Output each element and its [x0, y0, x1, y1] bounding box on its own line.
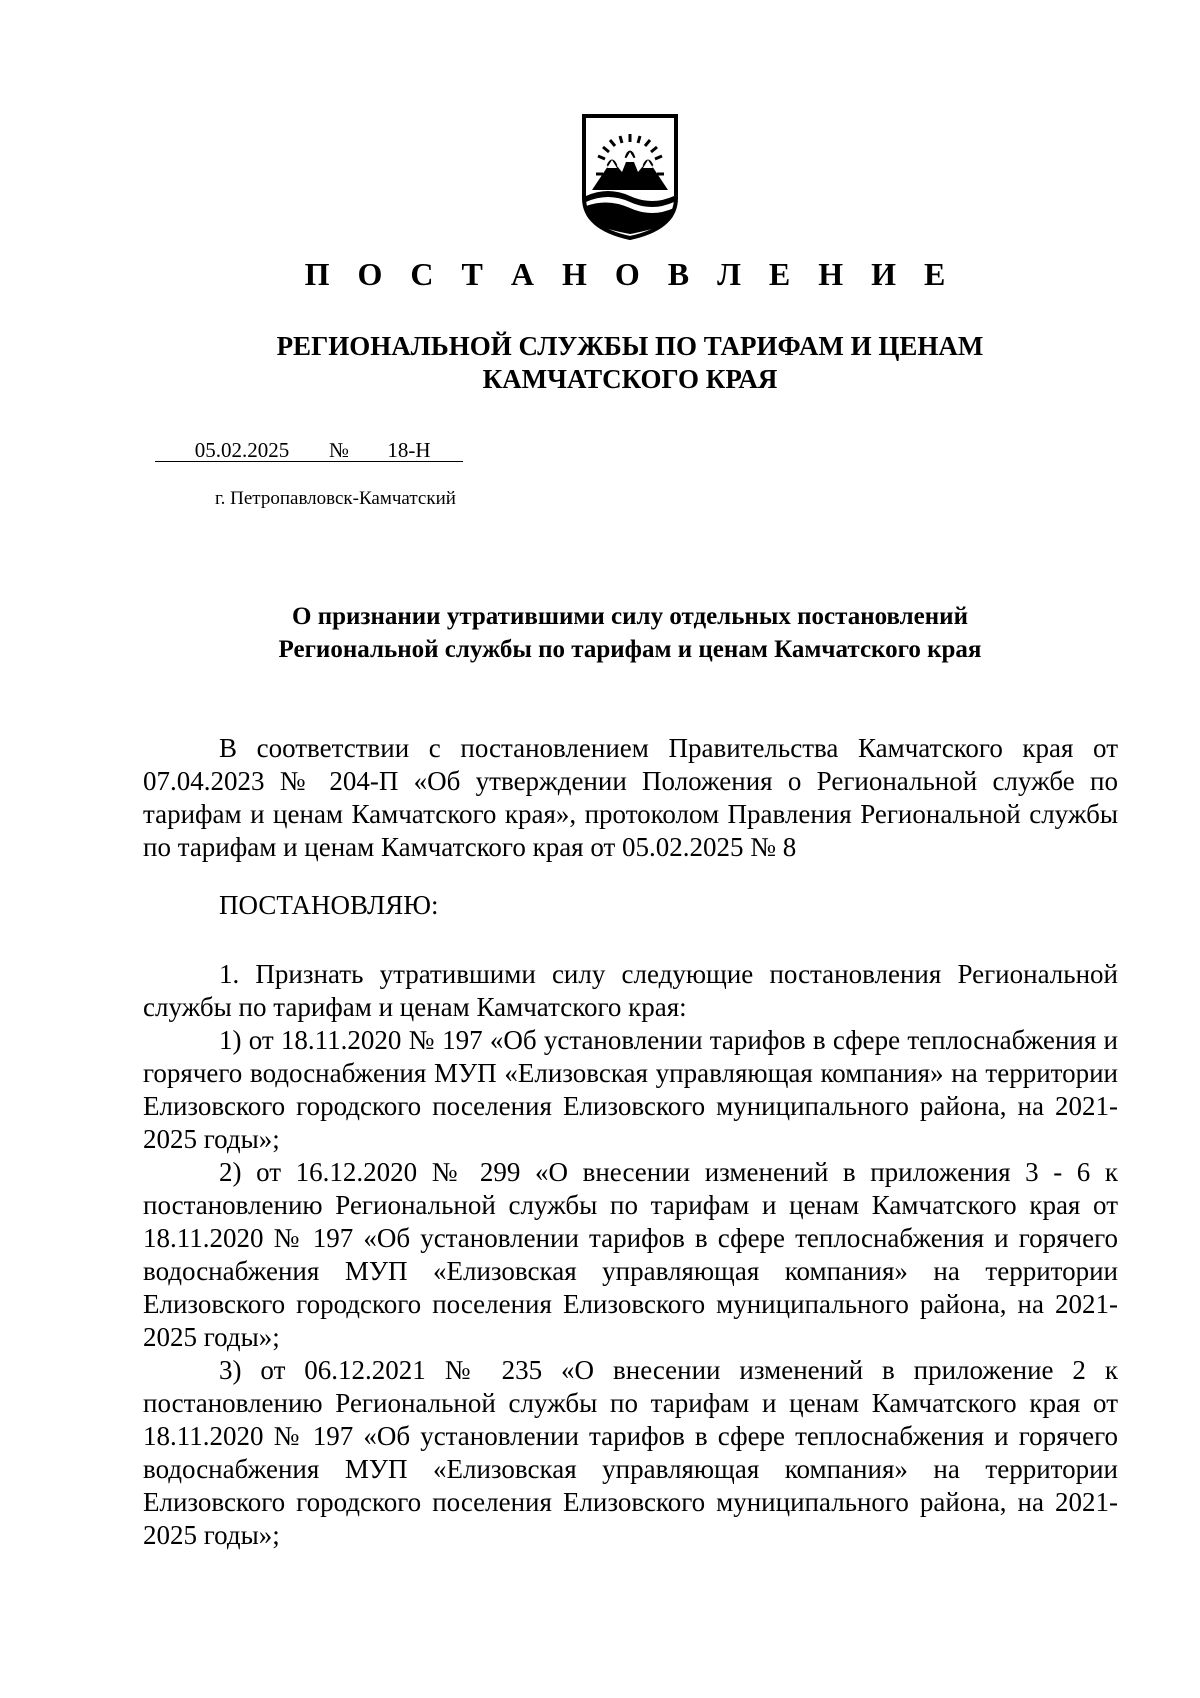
preamble-text: В соответствии с постановлением Правительства Камчатского края от 07.04.2023 № 204-П «Об утверждении Положения о Региональной службе по тарифам и ценам Камчатского края», протоколом Правления Региональной службы по тарифам и ценам Камчатского края от 05.02.2025 № 8: [143, 733, 1118, 862]
city-of-issue: г. Петропавловск-Камчатский: [215, 488, 456, 509]
document-number: 18-Н: [355, 439, 463, 462]
subject-line-2: Региональной службы по тарифам и ценам Камчатского края: [278, 636, 982, 663]
issuing-authority: [0, 330, 1200, 396]
authority-line-1: РЕГИОНАЛЬНОЙ СЛУЖБЫ ПО ТАРИФАМ И ЦЕНАМ: [276, 331, 984, 361]
decree-items: [143, 958, 1118, 1552]
kamchatka-coat-of-arms-icon: [578, 112, 682, 240]
subject-line-1: О признании утратившими силу отдельных постановлений: [292, 603, 968, 630]
document-subject: [0, 600, 1200, 666]
item-1: 1. Признать утратившими силу следующие постановления Региональной службы по тарифам и ценам Камчатского края:: [143, 959, 1118, 1022]
preamble-paragraph: [143, 732, 1118, 864]
sub-item-1: 1) от 18.11.2020 № 197 «Об установлении тарифов в сфере теплоснабжения и горячего водоснабжения МУП «Елизовская управляющая компания» на территории Елизовского городского поселения Елизовского муниципального района, на 2021-2025 годы»;: [143, 1025, 1118, 1154]
sub-item-2: 2) от 16.12.2020 № 299 «О внесении изменений в приложения 3 - 6 к постановлению Региональной службы по тарифам и ценам Камчатского края от 18.11.2020 № 197 «Об установлении тарифов в сфере теплоснабжения и горячего водоснабжения МУП «Елизовская управляющая компания» на территории Елизовского городского поселения Елизовского муниципального района, на 2021-2025 годы»;: [143, 1157, 1118, 1352]
document-type-title: П О С Т А Н О В Л Е Н И Е: [304, 256, 956, 292]
document-date: 05.02.2025: [155, 439, 329, 462]
date-number-line: [155, 438, 463, 463]
sub-item-3: 3) от 06.12.2021 № 235 «О внесении изменений в приложение 2 к постановлению Региональной службы по тарифам и ценам Камчатского края от 18.11.2020 № 197 «Об установлении тарифов в сфере теплоснабжения и горячего водоснабжения МУП «Елизовская управляющая компания» на территории Елизовского городского поселения Елизовского муниципального района, на 2021-2025 годы»;: [143, 1355, 1118, 1550]
authority-line-2: КАМЧАТСКОГО КРАЯ: [482, 364, 778, 394]
decree-word: ПОСТАНОВЛЯЮ:: [219, 890, 439, 920]
number-sign: №: [329, 439, 355, 462]
